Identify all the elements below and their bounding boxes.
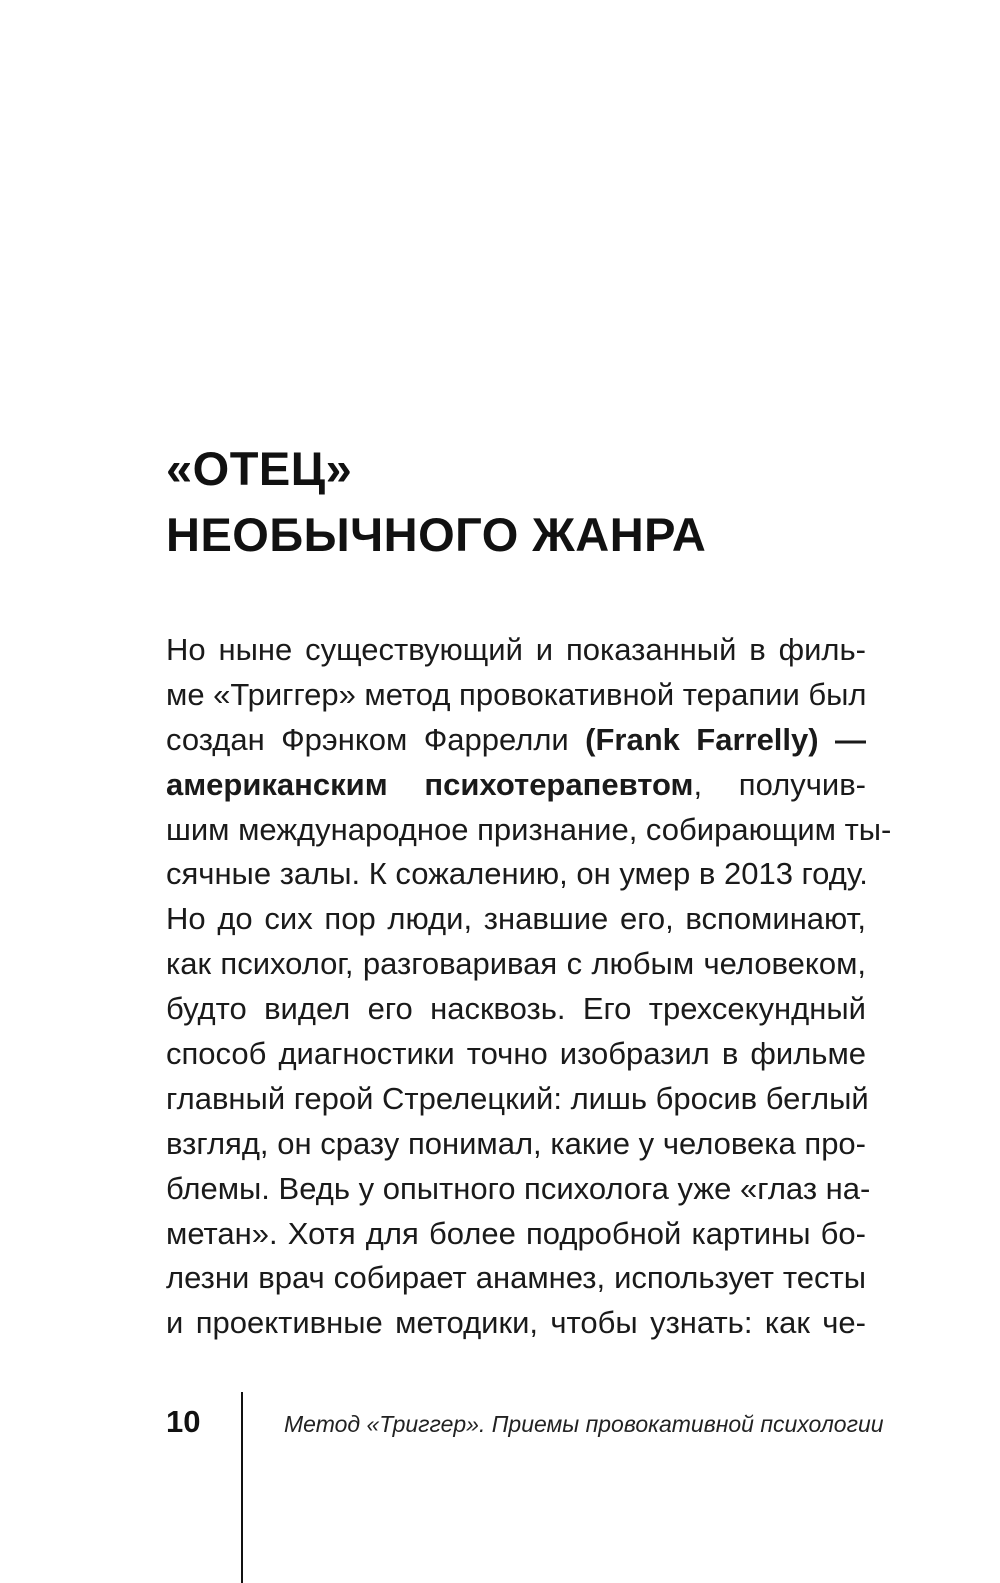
author-role-bold: американским психотерапевтом: [166, 766, 694, 802]
running-footer-title: Метод «Триггер». Приемы провокативной психологии: [284, 1411, 884, 1437]
text-line: способ диагностики точно изобразил в фильме: [166, 1036, 866, 1072]
text-segment: , получив-: [693, 766, 866, 802]
footer-divider: [241, 1392, 243, 1583]
text-line: главный герой Стрелецкий: лишь бросив беглый: [166, 1080, 869, 1116]
text-line: Но ныне существующий и показанный в филь-: [166, 632, 866, 667]
text-line: лезни врач собирает анамнез, использует тесты: [166, 1260, 866, 1296]
text-line: шим международное признание, собирающим ты-: [166, 811, 892, 847]
author-name-bold: (Frank Farrelly) —: [585, 721, 866, 757]
text-line: [166, 718, 866, 763]
page-number: 10: [166, 1404, 201, 1439]
text-line: Но до сих пор люди, знавшие его, вспоминают,: [166, 901, 866, 937]
chapter-title-line-2: НЕОБЫЧНОГО ЖАНРА: [166, 508, 707, 561]
text-line: [166, 763, 866, 808]
chapter-heading: [166, 436, 706, 568]
text-line: как психолог, разговаривая с любым человеком,: [166, 946, 866, 982]
body-paragraph: [166, 628, 892, 1346]
text-segment: создан Фрэнком Фаррелли: [166, 721, 586, 757]
text-line: метан». Хотя для более подробной картины бо-: [166, 1215, 866, 1251]
text-line: взгляд, он сразу понимал, какие у человека про-: [166, 1125, 866, 1161]
text-line: и проективные методики, чтобы узнать: как че-: [166, 1305, 866, 1341]
text-line: ме «Триггер» метод провокативной терапии был: [166, 676, 867, 712]
chapter-title-line-1: «ОТЕЦ»: [166, 442, 353, 495]
text-line: сячные залы. К сожалению, он умер в 2013 году.: [166, 856, 868, 892]
text-line: блемы. Ведь у опытного психолога уже «глаз на-: [166, 1170, 871, 1206]
text-line: будто видел его насквозь. Его трехсекундный: [166, 991, 866, 1027]
